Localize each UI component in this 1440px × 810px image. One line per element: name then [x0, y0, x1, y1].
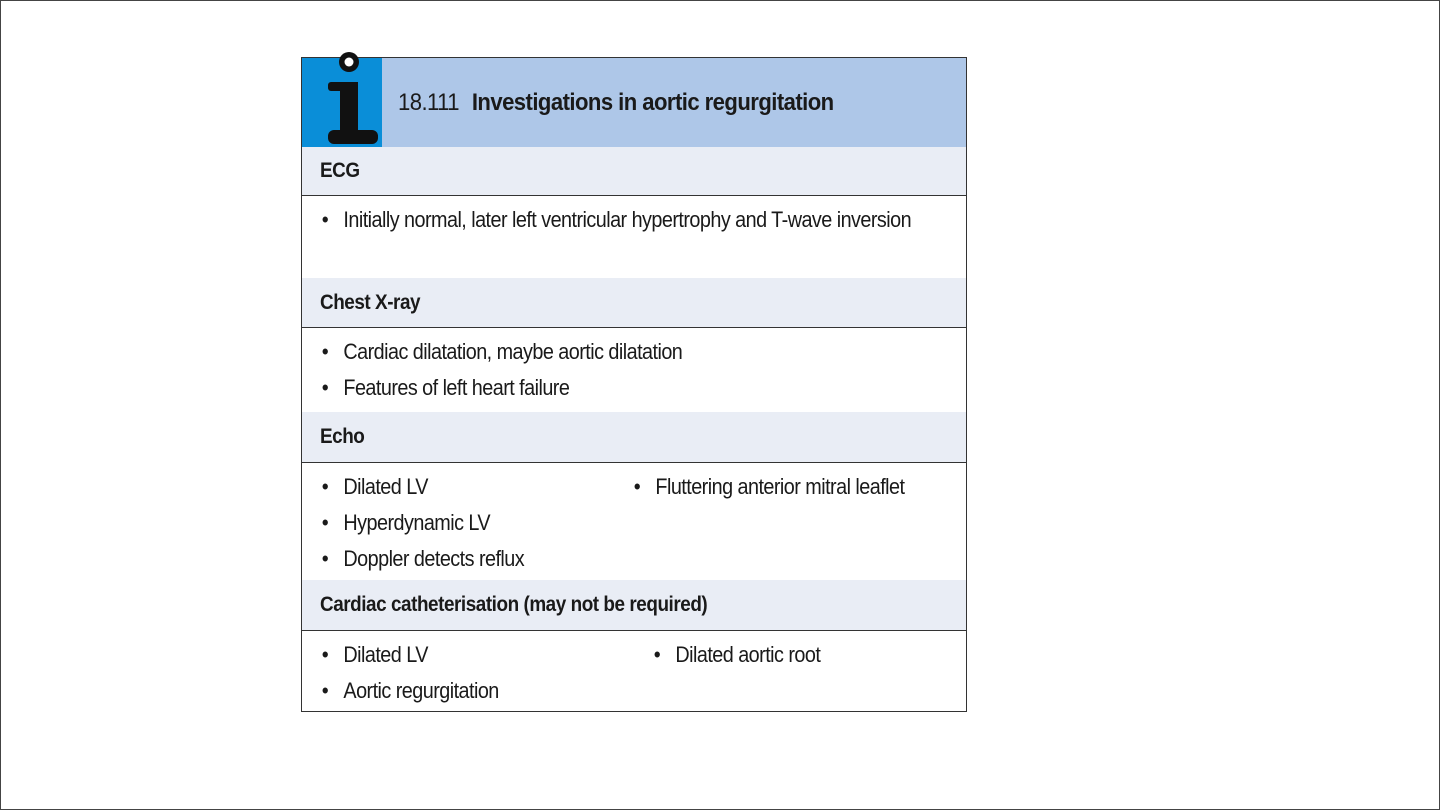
box-number: 18.111 — [398, 88, 459, 116]
list-item — [632, 469, 916, 505]
list-item-text: Doppler detects reflux — [343, 546, 525, 571]
section-heading-text: Echo — [320, 425, 365, 448]
catheterisation-columns — [320, 637, 948, 709]
list-item-text: Dilated aortic root — [675, 642, 821, 667]
list-item-text: • Fluttering anterior mitral leaflet — [655, 474, 905, 499]
list-item — [652, 637, 918, 673]
box-title — [398, 58, 834, 147]
list-item — [320, 334, 885, 370]
info-icon — [302, 48, 382, 147]
echo-column-2 — [632, 469, 948, 577]
list-item-text: Cardiac dilatation, maybe aortic dilatation — [343, 339, 683, 364]
echo-list-1 — [320, 469, 601, 577]
list-item-text: Features of left heart failure — [343, 375, 570, 400]
list-item — [320, 469, 601, 505]
section-heading-text: ECG — [320, 159, 360, 182]
list-item — [320, 505, 601, 541]
section-body-ecg — [302, 196, 966, 278]
section-body-chest-xray — [302, 328, 966, 412]
section-heading-ecg — [302, 147, 966, 196]
echo-column-1 — [320, 469, 632, 577]
catheterisation-column-1 — [320, 637, 652, 709]
section-heading-catheterisation — [302, 580, 966, 631]
icon-block — [302, 58, 382, 147]
section-heading-chest-xray — [302, 278, 966, 328]
catheterisation-column-2 — [652, 637, 948, 709]
section-body-catheterisation — [302, 631, 966, 715]
catheterisation-list-2 — [652, 637, 918, 673]
list-item — [320, 370, 885, 406]
section-heading-text: Chest X-ray — [320, 290, 421, 314]
section-body-echo — [302, 463, 966, 580]
box-title-text: Investigations in aortic regurgitation — [471, 88, 834, 116]
list-item-text: Dilated LV — [343, 642, 428, 667]
echo-columns — [320, 469, 948, 577]
list-item-text: Hyperdynamic LV — [343, 510, 491, 535]
list-item — [320, 637, 619, 673]
echo-list-2 — [632, 469, 916, 505]
info-box — [301, 57, 967, 712]
list-item-text: Aortic regurgitation — [343, 678, 499, 703]
list-item — [320, 202, 912, 238]
list-item — [320, 541, 601, 577]
list-item-text: • Initially normal, later left ventricular hypertrophy and T-wave inversion — [343, 207, 912, 232]
section-heading-text: Cardiac catheterisation (may not be required) — [320, 593, 708, 616]
box-header — [302, 58, 966, 147]
chest-xray-list — [320, 334, 885, 406]
section-heading-echo — [302, 412, 966, 463]
catheterisation-list-1 — [320, 637, 619, 709]
list-item-text: Dilated LV — [343, 474, 428, 499]
ecg-list — [320, 202, 912, 238]
list-item — [320, 673, 619, 709]
